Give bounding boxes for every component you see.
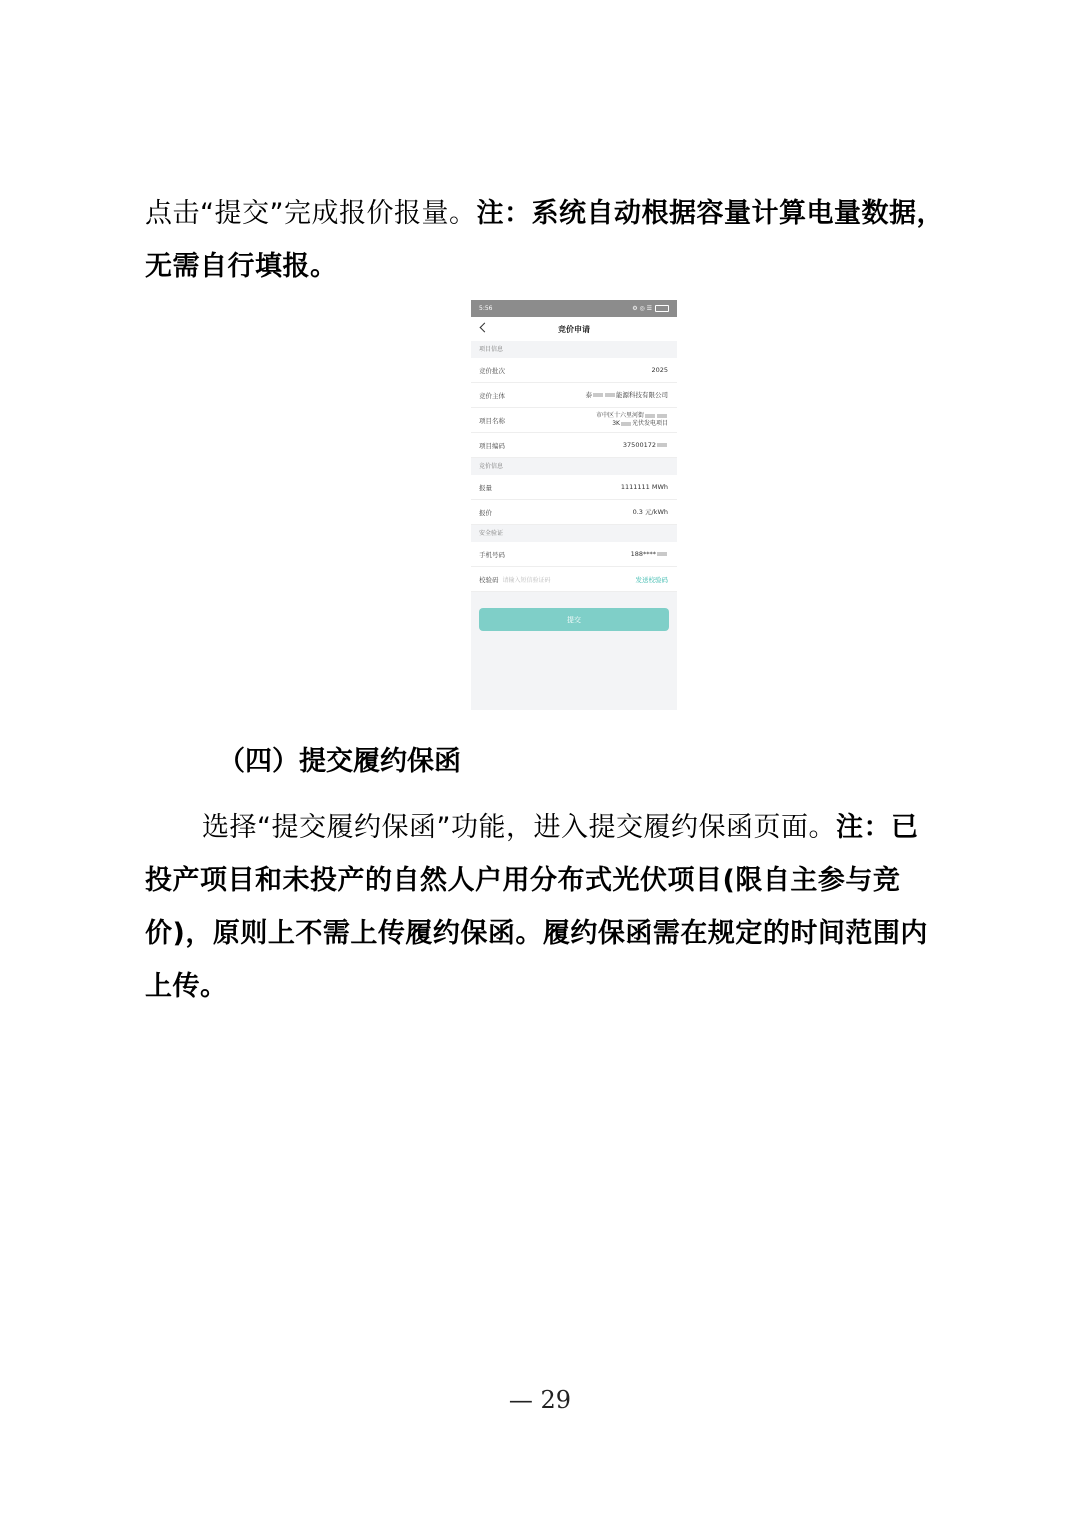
section-project-info: 项目信息 — [471, 341, 677, 358]
row-batch — [471, 358, 677, 383]
body-note: 注：已投产项目和未投产的自然人户用分布式光伏项目(限自主参与竞价)，原则上不需上传履约保函。履约保函需在规定的时间范围内上传。 — [145, 812, 928, 1002]
row-label: 竞价批次 — [479, 366, 505, 375]
row-label: 项目编码 — [479, 441, 505, 450]
body-paragraph — [145, 801, 945, 1013]
redaction — [657, 414, 667, 418]
redaction — [621, 422, 631, 426]
intro-text: 点击“提交”完成报价报量。 — [145, 198, 477, 229]
status-icons: ⚙ ◎ ☰ — [632, 305, 652, 312]
nav-bar — [471, 317, 677, 341]
body-text: 选择“提交履约保函”功能，进入提交履约保函页面。 — [202, 812, 836, 843]
redaction — [657, 443, 667, 447]
row-value: 0.3 元/kWh — [632, 508, 668, 516]
section-bid-info: 竞价信息 — [471, 458, 677, 475]
row-label: 报价 — [479, 508, 492, 517]
submit-button[interactable]: 提交 — [479, 608, 669, 631]
intro-paragraph — [145, 187, 945, 293]
row-quantity — [471, 475, 677, 500]
nav-title: 竞价申请 — [558, 324, 590, 334]
redaction — [657, 552, 667, 556]
row-value: 37500172 — [623, 441, 668, 449]
row-value: 2025 — [651, 366, 668, 374]
redaction — [605, 393, 615, 397]
row-value: 1111111 MWh — [620, 483, 668, 491]
row-price — [471, 500, 677, 525]
verify-code-input[interactable]: 请输入短信验证码 — [502, 576, 551, 584]
row-phone — [471, 542, 677, 567]
row-label: 项目名称 — [479, 416, 505, 425]
row-subject — [471, 383, 677, 408]
row-value: 市中区十六里河街 3K 光伏发电项目 — [595, 412, 668, 427]
redaction — [593, 393, 603, 397]
section-security: 安全验证 — [471, 525, 677, 542]
row-value: 188**** — [631, 550, 668, 558]
row-project-code — [471, 433, 677, 458]
status-time: 5:56 — [479, 305, 493, 312]
section-heading: （四）提交履约保函 — [218, 746, 461, 777]
row-label: 竞价主体 — [479, 391, 505, 400]
phone-screenshot — [471, 300, 677, 710]
row-label: 校验码 — [479, 575, 499, 584]
page-number: — 29 — [508, 1386, 572, 1414]
battery-icon — [655, 305, 669, 312]
intro-note: 注：系统自动根据容量计算电量数据，无需自行填报。 — [145, 198, 944, 282]
send-code-button[interactable]: 发送校验码 — [635, 575, 668, 584]
row-label: 手机号码 — [479, 550, 505, 559]
row-label: 报量 — [479, 483, 492, 492]
status-bar — [471, 300, 677, 317]
redaction — [645, 414, 655, 418]
row-project-name — [471, 408, 677, 433]
row-verify-code — [471, 567, 677, 592]
row-value: 泰 能源科技有限公司 — [585, 391, 668, 399]
